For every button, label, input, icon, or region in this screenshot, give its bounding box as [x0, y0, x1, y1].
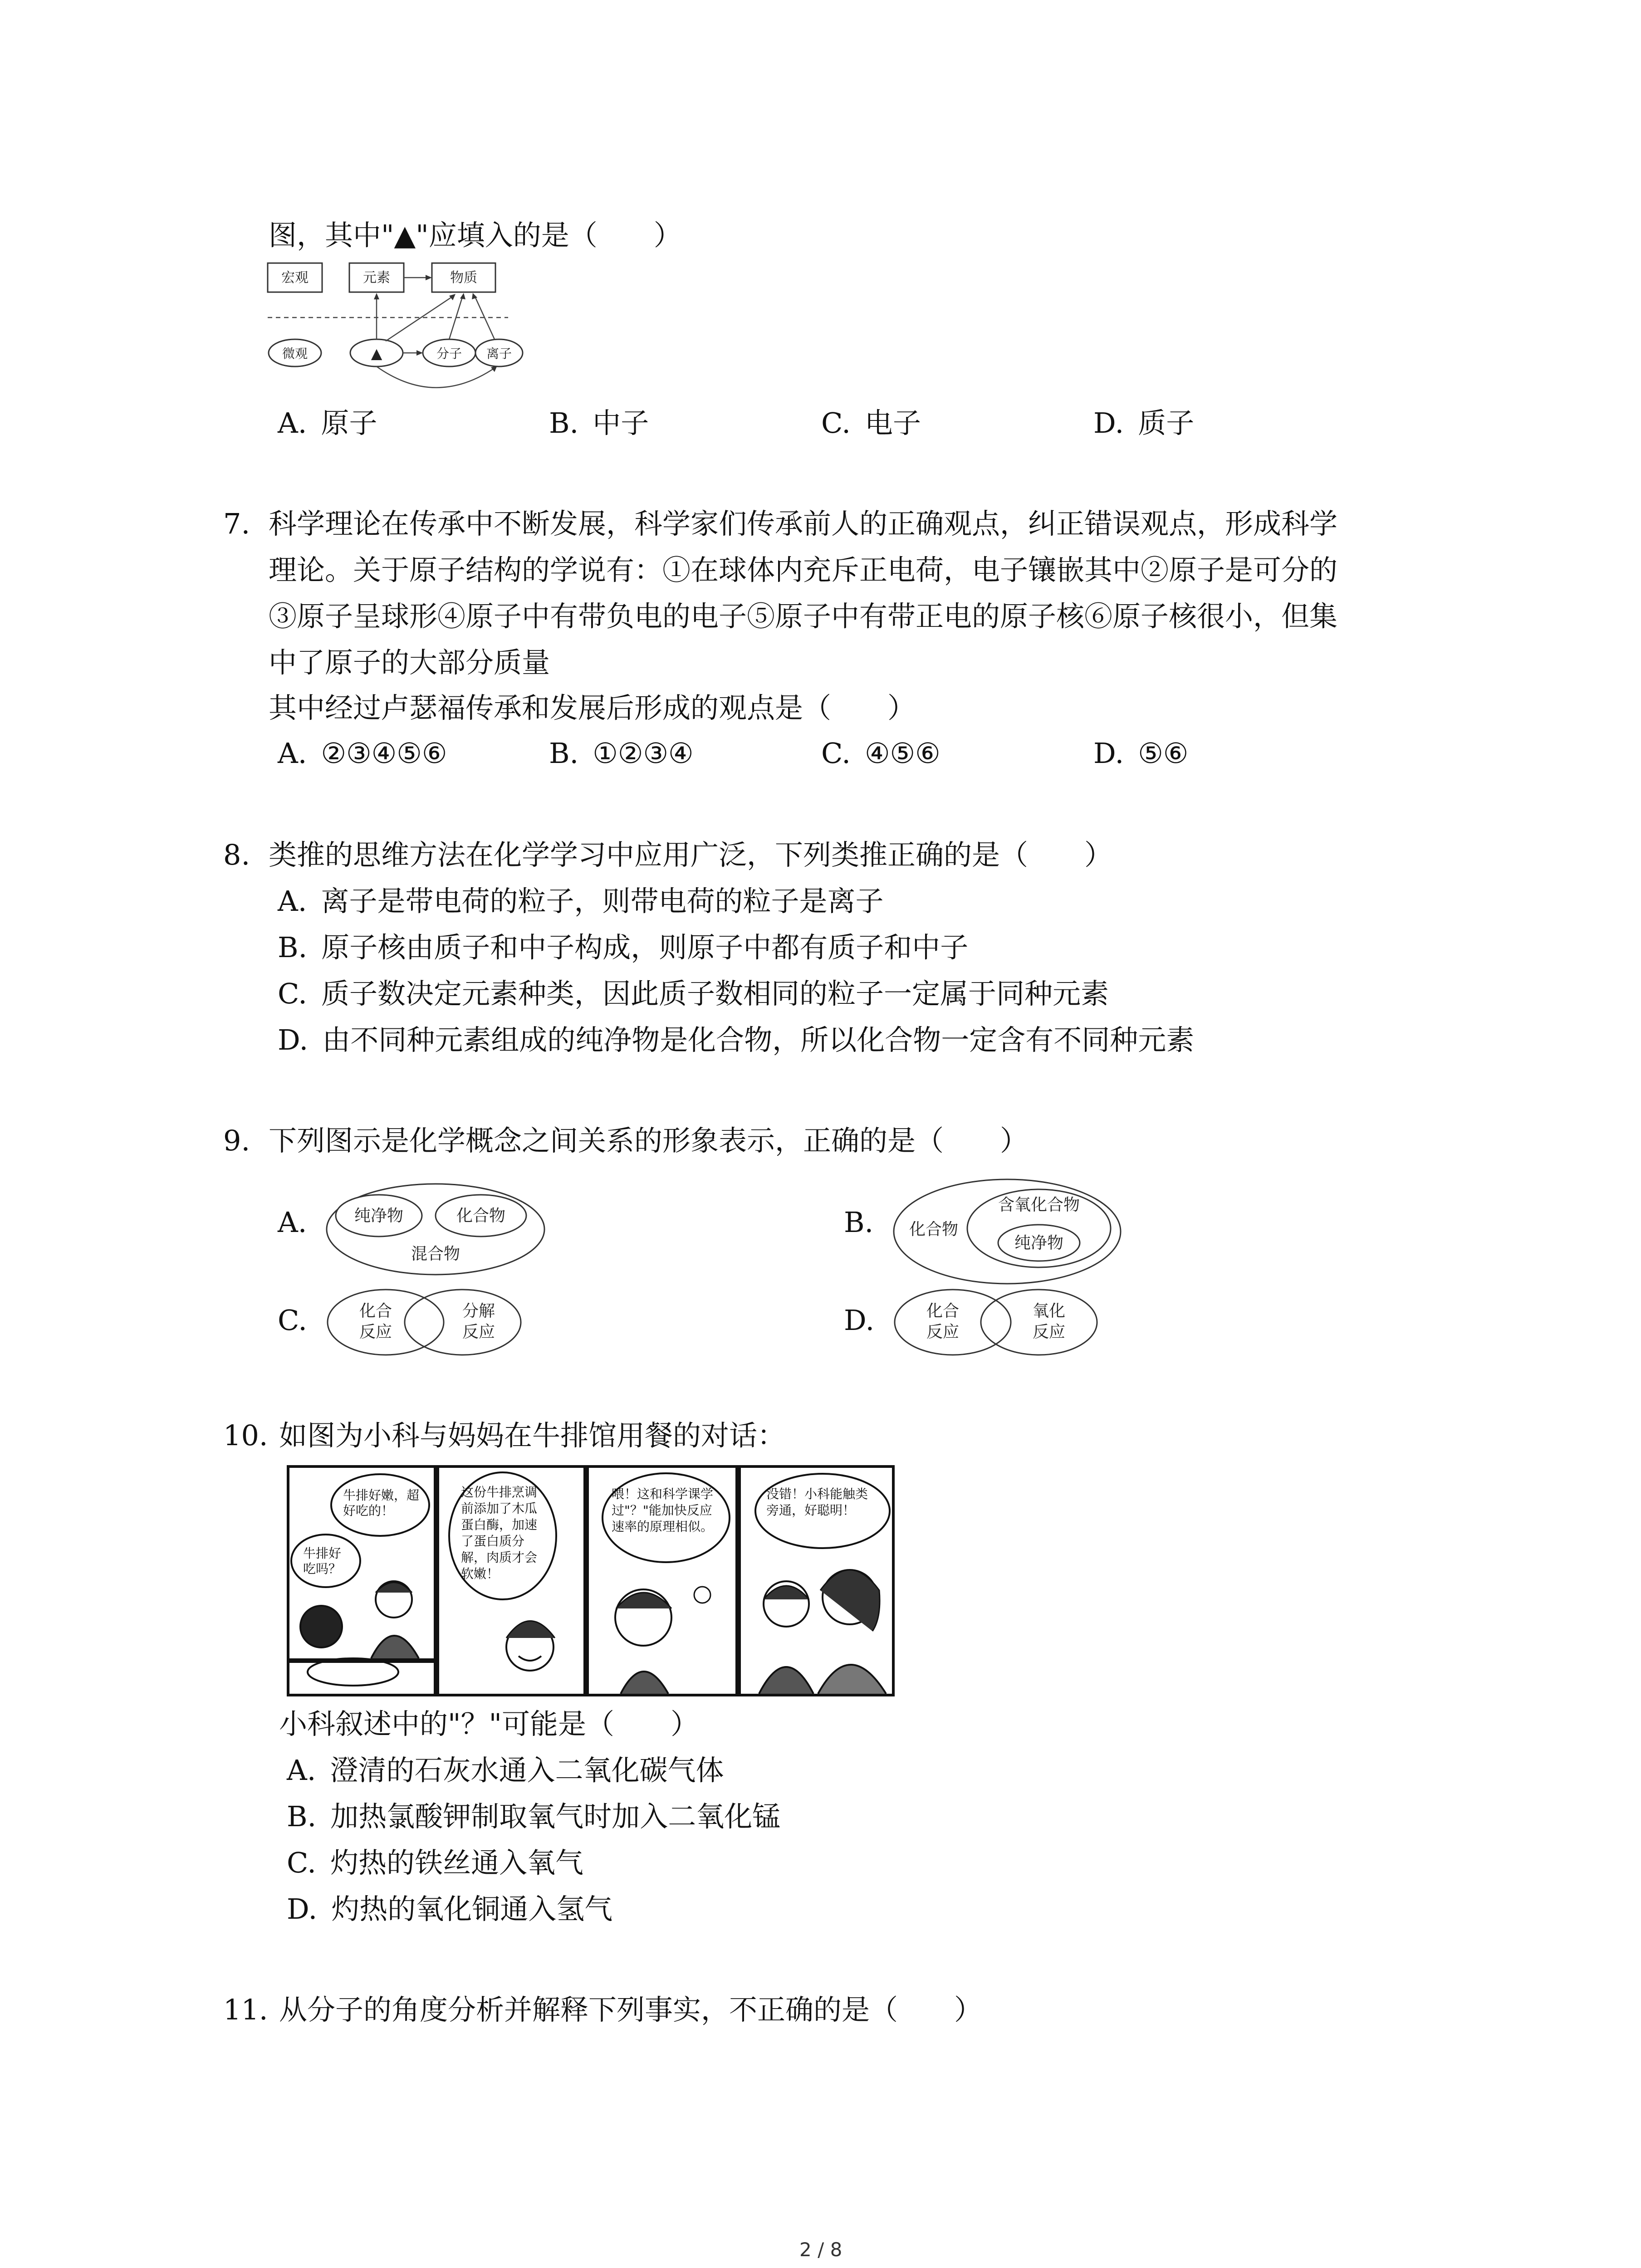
q9-option-a-label: A. — [278, 1206, 307, 1239]
comic-p1-bubble-a: 牛排好嫩，超好吃的！ — [343, 1488, 420, 1518]
diagram-micro: 微观 — [282, 346, 308, 361]
diagram-element: 元素 — [363, 270, 390, 286]
q7-option-b: B. ①②③④ — [549, 737, 694, 770]
diagram-substance: 物质 — [450, 270, 477, 286]
q7-line-5: 其中经过卢瑟福传承和发展后形成的观点是（ ） — [269, 691, 916, 724]
comic-panel-4 — [738, 1465, 895, 1696]
svg-text:反应: 反应 — [1032, 1323, 1066, 1341]
svg-text:化合: 化合 — [359, 1302, 392, 1320]
q9-number: 9. — [223, 1124, 250, 1157]
svg-text:氧化: 氧化 — [1032, 1302, 1066, 1320]
q6-option-b: B. 中子 — [549, 406, 649, 440]
q8-option-c: C. 质子数决定元素种类，因此质子数相同的粒子一定属于同种元素 — [278, 977, 1109, 1010]
q8-option-b: B. 原子核由质子和中子构成，则原子中都有质子和中子 — [278, 931, 969, 964]
q7-line-4: 中了原子的大部分质量 — [269, 646, 550, 679]
svg-text:分解: 分解 — [462, 1302, 495, 1320]
svg-text:反应: 反应 — [926, 1323, 960, 1341]
page-number: 2 / 8 — [799, 2239, 843, 2261]
q7-line-3: ③原子呈球形④原子中有带负电的电子⑤原子中有带正电的原子核⑥原子核很小，但集 — [269, 600, 1338, 633]
q7-line-2: 理论。关于原子结构的学说有：①在球体内充斥正电荷，电子镶嵌其中②原子是可分的 — [269, 553, 1338, 587]
q10-number: 10. — [223, 1419, 268, 1452]
q10-stem: 如图为小科与妈妈在牛排馆用餐的对话： — [279, 1419, 786, 1452]
q11-stem: 从分子的角度分析并解释下列事实，不正确的是（ ） — [279, 1993, 983, 2026]
q9-option-d-diagram — [889, 1284, 1107, 1361]
q6-stem: 图，其中"▲"应填入的是（ ） — [269, 219, 682, 252]
q10-option-d: D. 灼热的氧化铜通入氢气 — [287, 1892, 613, 1926]
q8-stem: 类推的思维方法在化学学习中应用广泛，下列类推正确的是（ ） — [269, 838, 1113, 871]
comic-p3-bubble: 喂！这和科学课学过"？"能加快反应速率的原理相似。 — [612, 1486, 714, 1534]
comic-p4-bubble: 没错！小科能触类旁通，好聪明！ — [766, 1486, 868, 1518]
q9-option-c-label: C. — [278, 1304, 307, 1337]
diagram-macro: 宏观 — [281, 270, 309, 286]
q6-option-c: C. 电子 — [821, 406, 921, 440]
svg-text:反应: 反应 — [359, 1323, 392, 1341]
q11-number: 11. — [223, 1993, 268, 2026]
q6-macro-micro-diagram — [263, 254, 517, 408]
q7-option-d: D. ⑤⑥ — [1093, 737, 1189, 770]
comic-panel-2 — [436, 1465, 586, 1696]
q8-option-d: D. 由不同种元素组成的纯净物是化合物，所以化合物一定含有不同种元素 — [278, 1023, 1195, 1056]
comic-p2-bubble: 这份牛排烹调前添加了木瓜蛋白酶，加速了蛋白质分解，肉质才会软嫩！ — [461, 1485, 538, 1581]
q7-number: 7. — [223, 507, 250, 540]
comic-p1-bubble-b: 牛排好吃吗？ — [303, 1546, 342, 1576]
q9-option-c-diagram — [322, 1284, 540, 1361]
q7-option-a: A. ②③④⑤⑥ — [278, 737, 447, 770]
comic-panel-3 — [586, 1465, 738, 1696]
q9b-inner2: 纯净物 — [1014, 1234, 1064, 1252]
q9-option-b-label: B. — [844, 1206, 874, 1239]
svg-text:化合: 化合 — [926, 1302, 960, 1320]
q9a-inner1: 纯净物 — [354, 1207, 404, 1225]
q9b-inner1: 含氧化合物 — [998, 1196, 1080, 1214]
q6-option-a: A. 原子 — [278, 406, 377, 440]
svg-text:反应: 反应 — [462, 1323, 495, 1341]
q10-option-c: C. 灼热的铁丝通入氧气 — [287, 1846, 583, 1879]
q9-option-d-label: D. — [844, 1304, 875, 1337]
q9-stem: 下列图示是化学概念之间关系的形象表示，正确的是（ ） — [269, 1124, 1029, 1157]
q9-option-b-diagram — [889, 1175, 1125, 1288]
q8-number: 8. — [223, 838, 250, 871]
q8-option-a: A. 离子是带电荷的粒子，则带电荷的粒子是离子 — [278, 885, 884, 918]
q7-option-c: C. ④⑤⑥ — [821, 737, 941, 770]
q7-line-1: 科学理论在传承中不断发展，科学家们传承前人的正确观点，纠正错误观点，形成科学 — [269, 507, 1338, 540]
diagram-triangle: ▲ — [371, 345, 382, 362]
q6-option-d: D. 质子 — [1093, 406, 1195, 440]
q10-option-b: B. 加热氯酸钾制取氧气时加入二氧化锰 — [287, 1800, 781, 1833]
q10-option-a: A. 澄清的石灰水通入二氧化碳气体 — [287, 1754, 724, 1787]
q9b-outer: 化合物 — [909, 1220, 959, 1239]
q10-question: 小科叙述中的"？"可能是（ ） — [279, 1707, 699, 1740]
q9a-inner2: 化合物 — [456, 1207, 506, 1225]
q9-option-a-diagram — [322, 1179, 549, 1279]
diagram-molecule: 分子 — [436, 346, 462, 361]
comic-panel-1 — [287, 1465, 436, 1696]
q10-comic-strip — [287, 1465, 895, 1696]
diagram-ion: 离子 — [486, 346, 512, 361]
q9a-outer: 混合物 — [411, 1245, 460, 1263]
